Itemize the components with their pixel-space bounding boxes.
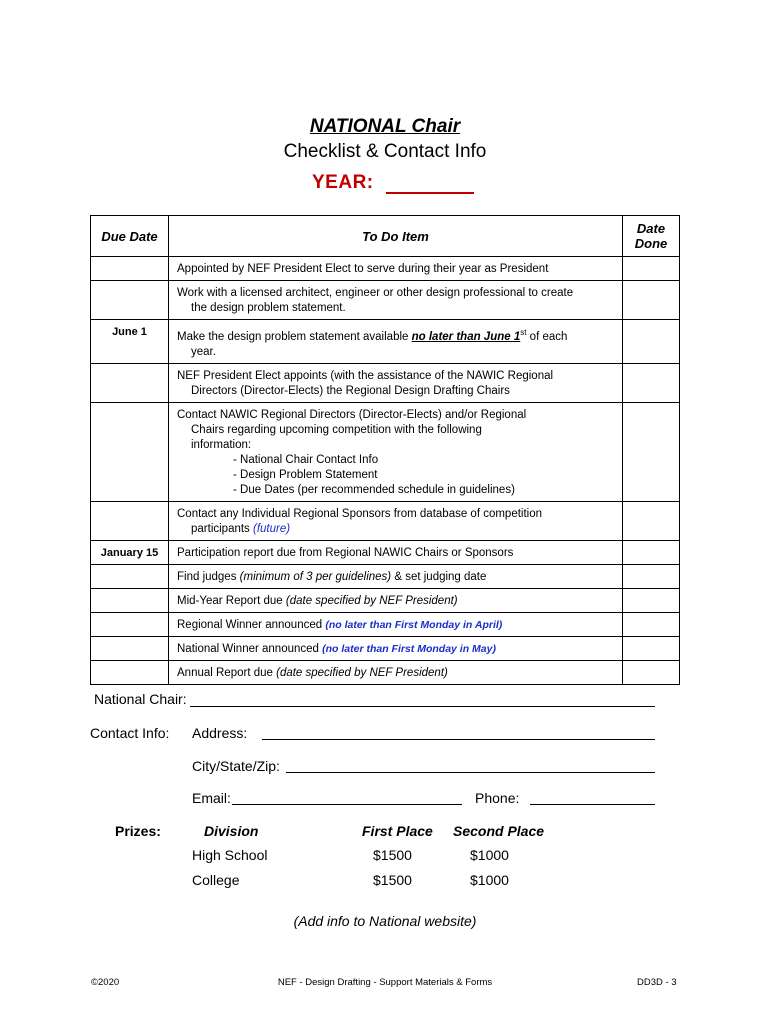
table-row [91, 363, 680, 402]
contact-info-label: Contact Info: [90, 725, 170, 741]
due-date-cell [91, 363, 169, 402]
due-date-cell [91, 564, 169, 588]
date-done-cell[interactable] [623, 320, 680, 364]
high-school-first-prize: $1500 [373, 847, 412, 863]
footer-center: NEF - Design Drafting - Support Materials & Forms [277, 977, 493, 988]
date-done-cell[interactable] [623, 257, 680, 281]
todo-item-cell: Contact any Individual Regional Sponsors from database of competition participants (future) [169, 501, 623, 540]
year-blank-line[interactable] [386, 192, 474, 194]
college-second-prize: $1000 [470, 872, 509, 888]
address-label: Address: [192, 725, 248, 741]
college-first-prize: $1500 [373, 872, 412, 888]
todo-item-cell: Mid-Year Report due (date specified by NEF President) [169, 588, 623, 612]
city-state-zip-label: City/State/Zip: [192, 758, 280, 774]
national-chair-label: National Chair: [94, 691, 187, 707]
high-school-second-prize: $1000 [470, 847, 509, 863]
date-done-cell[interactable] [623, 660, 680, 684]
table-header-row [91, 216, 680, 257]
year-label: YEAR: [312, 172, 374, 193]
college-label: College [192, 872, 240, 888]
phone-label: Phone: [475, 790, 520, 806]
date-done-cell[interactable] [623, 564, 680, 588]
todo-item-cell: Regional Winner announced (no later than First Monday in April) [169, 612, 623, 636]
date-done-cell[interactable] [623, 402, 680, 501]
page-title: NATIONAL Chair [309, 116, 461, 137]
table-row [91, 402, 680, 501]
footer-copyright: ©2020 [91, 977, 120, 988]
due-date-cell: January 15 [91, 540, 169, 564]
table-row [91, 612, 680, 636]
todo-item-cell: Make the design problem statement available no later than June 1st of each year. [169, 320, 623, 364]
city-state-zip-field[interactable] [286, 772, 655, 773]
table-row [91, 501, 680, 540]
due-date-cell [91, 501, 169, 540]
email-label: Email: [192, 790, 231, 806]
table-row [91, 564, 680, 588]
prizes-label: Prizes: [115, 823, 161, 839]
date-done-cell[interactable] [623, 540, 680, 564]
date-done-cell[interactable] [623, 363, 680, 402]
phone-field[interactable] [530, 804, 655, 805]
todo-item-cell: NEF President Elect appoints (with the assistance of the NAWIC Regional Directors (Director-Elects) the Regional Design Drafting Chairs [169, 363, 623, 402]
date-done-cell[interactable] [623, 636, 680, 660]
high-school-label: High School [192, 847, 268, 863]
due-date-cell [91, 588, 169, 612]
page-subtitle: Checklist & Contact Info [283, 141, 487, 162]
due-date-cell [91, 612, 169, 636]
due-date-cell [91, 281, 169, 320]
table-row [91, 660, 680, 684]
date-done-cell[interactable] [623, 281, 680, 320]
due-date-cell [91, 660, 169, 684]
date-done-cell[interactable] [623, 588, 680, 612]
table-row [91, 257, 680, 281]
second-place-header: Second Place [453, 823, 545, 839]
division-header: Division [204, 823, 259, 839]
todo-item-header: To Do Item [169, 216, 623, 257]
footer-page-number: DD3D - 3 [637, 977, 677, 988]
todo-item-cell: Work with a licensed architect, engineer or other design professional to create the design problem statement. [169, 281, 623, 320]
address-field[interactable] [262, 739, 655, 740]
date-done-cell[interactable] [623, 501, 680, 540]
table-row [91, 540, 680, 564]
due-date-cell [91, 402, 169, 501]
due-date-cell [91, 636, 169, 660]
email-field[interactable] [232, 804, 462, 805]
due-date-cell: June 1 [91, 320, 169, 364]
due-date-cell [91, 257, 169, 281]
todo-item-cell: National Winner announced (no later than First Monday in May) [169, 636, 623, 660]
national-chair-field[interactable] [190, 706, 655, 707]
table-row [91, 636, 680, 660]
todo-item-cell: Find judges (minimum of 3 per guidelines) & set judging date [169, 564, 623, 588]
todo-item-cell: Participation report due from Regional NAWIC Chairs or Sponsors [169, 540, 623, 564]
date-done-cell[interactable] [623, 612, 680, 636]
table-row [91, 320, 680, 364]
table-row [91, 281, 680, 320]
date-done-header: Date Done [623, 216, 680, 257]
todo-item-cell: Annual Report due (date specified by NEF President) [169, 660, 623, 684]
website-note: (Add info to National website) [293, 913, 477, 929]
checklist-table [90, 215, 680, 685]
table-row [91, 588, 680, 612]
first-place-header: First Place [362, 823, 433, 839]
todo-item-cell: Contact NAWIC Regional Directors (Director-Elects) and/or Regional Chairs regarding upcoming competition with the following information: - National Chair Contact Info - Design Problem Statement - Due Dates (per recommended schedule in guidelines) [169, 402, 623, 501]
todo-item-cell: Appointed by NEF President Elect to serve during their year as President [169, 257, 623, 281]
due-date-header: Due Date [91, 216, 169, 257]
